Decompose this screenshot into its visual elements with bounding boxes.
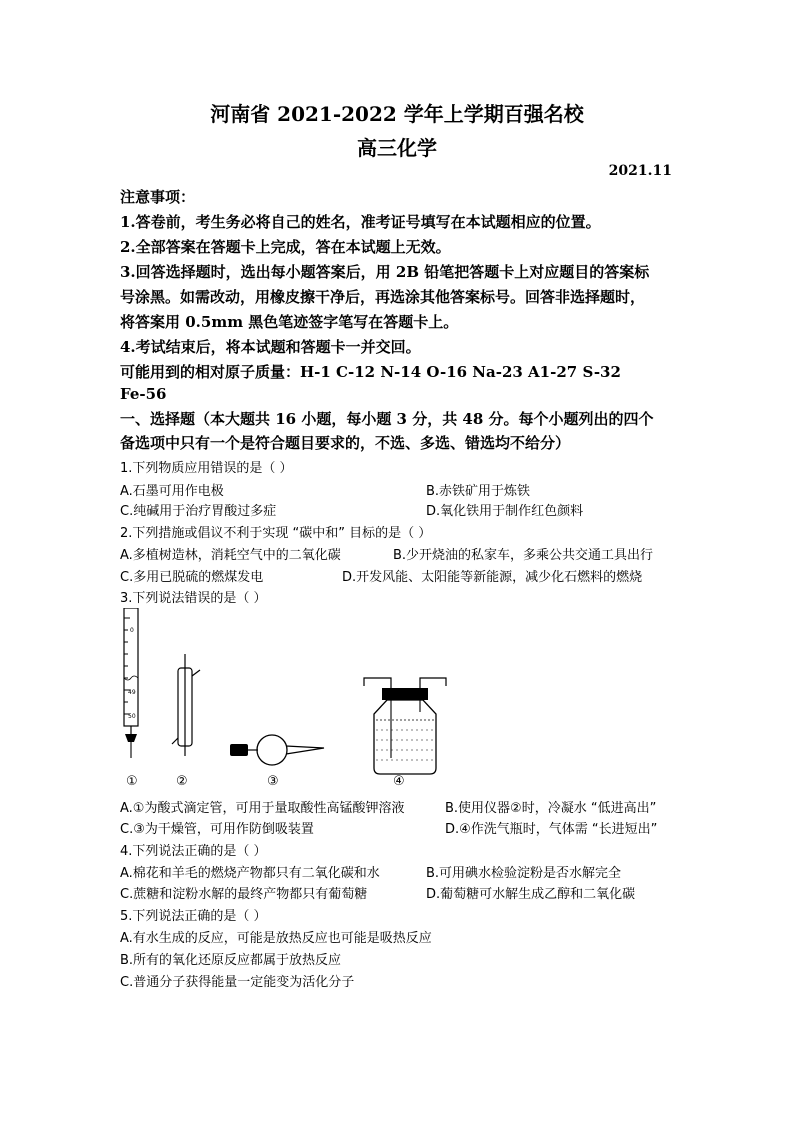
- page-title: 河南省 2021-2022 学年上学期百强名校: [210, 102, 584, 126]
- gas-washing-bottle-icon: [364, 678, 446, 774]
- option-c: C.普通分子获得能量一定能变为活化分子: [120, 975, 355, 990]
- apparatus-figure: [112, 608, 532, 793]
- figure-label-3: ③: [267, 774, 279, 789]
- burette-mark-49: 49: [128, 689, 136, 696]
- section-heading: 备选项中只有一个是符合题目要求的，不选、多选、错选均不给分）: [120, 434, 571, 452]
- section-heading: 一、选择题（本大题共 16 小题，每小题 3 分，共 48 分。每个小题列出的四个: [120, 410, 654, 428]
- option-b: B.所有的氧化还原反应都属于放热反应: [120, 953, 342, 968]
- option-c: C.纯碱用于治疗胃酸过多症: [120, 504, 277, 519]
- question-stem: 2.下列措施或倡议不利于实现 “碳中和” 目标的是（ ）: [120, 526, 432, 541]
- notice-item: 4.考试结束后，将本试题和答题卡一并交回。: [120, 338, 421, 356]
- option-c: C.③为干燥管，可用作防倒吸装置: [120, 822, 314, 837]
- option-b: B.赤铁矿用于炼铁: [426, 484, 531, 499]
- option-b: B.使用仪器②时，冷凝水 “低进高出”: [445, 801, 657, 816]
- burette-mark-0: 0: [130, 627, 134, 634]
- option-a: A.①为酸式滴定管，可用于量取酸性高锰酸钾溶液: [120, 801, 405, 816]
- drying-tube-icon: [230, 735, 324, 765]
- option-c: C.蔗糖和淀粉水解的最终产物都只有葡萄糖: [120, 887, 368, 902]
- option-a: A.棉花和羊毛的燃烧产物都只有二氧化碳和水: [120, 866, 380, 881]
- question-stem: 4.下列说法正确的是（ ）: [120, 844, 267, 859]
- option-c: C.多用已脱硫的燃煤发电: [120, 570, 264, 585]
- notice-item: 将答案用 0.5mm 黑色笔迹签字笔写在答题卡上。: [120, 313, 459, 331]
- exam-date: 2021.11: [608, 163, 672, 179]
- page-subtitle: 高三化学: [357, 136, 437, 160]
- notice-item: 1.答卷前，考生务必将自己的姓名，准考证号填写在本试题相应的位置。: [120, 213, 601, 231]
- option-b: B.少开烧油的私家车，多乘公共交通工具出行: [393, 548, 654, 563]
- notice-item: 号涂黑。如需改动，用橡皮擦干净后，再选涂其他答案标号。回答非选择题时，: [120, 288, 646, 306]
- option-b: B.可用碘水检验淀粉是否水解完全: [426, 866, 622, 881]
- option-d: D.氧化铁用于制作红色颜料: [426, 504, 584, 519]
- option-d: D.葡萄糖可水解生成乙醇和二氧化碳: [426, 887, 636, 902]
- option-a: A.多植树造林，消耗空气中的二氧化碳: [120, 548, 341, 563]
- atomic-mass-line: Fe-56: [120, 385, 167, 403]
- notice-heading: 注意事项：: [120, 188, 196, 206]
- option-a: A.有水生成的反应，可能是放热反应也可能是吸热反应: [120, 931, 432, 946]
- burette-icon: [124, 608, 138, 758]
- figure-label-1: ①: [126, 774, 138, 789]
- burette-mark-50: 50: [128, 713, 136, 720]
- figure-label-4: ④: [393, 774, 405, 789]
- atomic-mass-line: 可能用到的相对原子质量：H-1 C-12 N-14 O-16 Na-23 A1-27 S-32: [120, 363, 621, 381]
- question-stem: 1.下列物质应用错误的是（ ）: [120, 461, 293, 476]
- option-d: D.④作洗气瓶时，气体需 “长进短出”: [445, 822, 658, 837]
- option-a: A.石墨可用作电极: [120, 484, 224, 499]
- option-d: D.开发风能、太阳能等新能源，减少化石燃料的燃烧: [342, 570, 643, 585]
- apparatus-drawing: [112, 608, 532, 793]
- condenser-icon: [172, 654, 200, 756]
- notice-item: 2.全部答案在答题卡上完成，答在本试题上无效。: [120, 238, 451, 256]
- question-stem: 5.下列说法正确的是（ ）: [120, 909, 267, 924]
- notice-item: 3.回答选择题时，选出每小题答案后，用 2B 铅笔把答题卡上对应题目的答案标: [120, 263, 650, 281]
- figure-label-2: ②: [176, 774, 188, 789]
- question-stem: 3.下列说法错误的是（ ）: [120, 591, 267, 606]
